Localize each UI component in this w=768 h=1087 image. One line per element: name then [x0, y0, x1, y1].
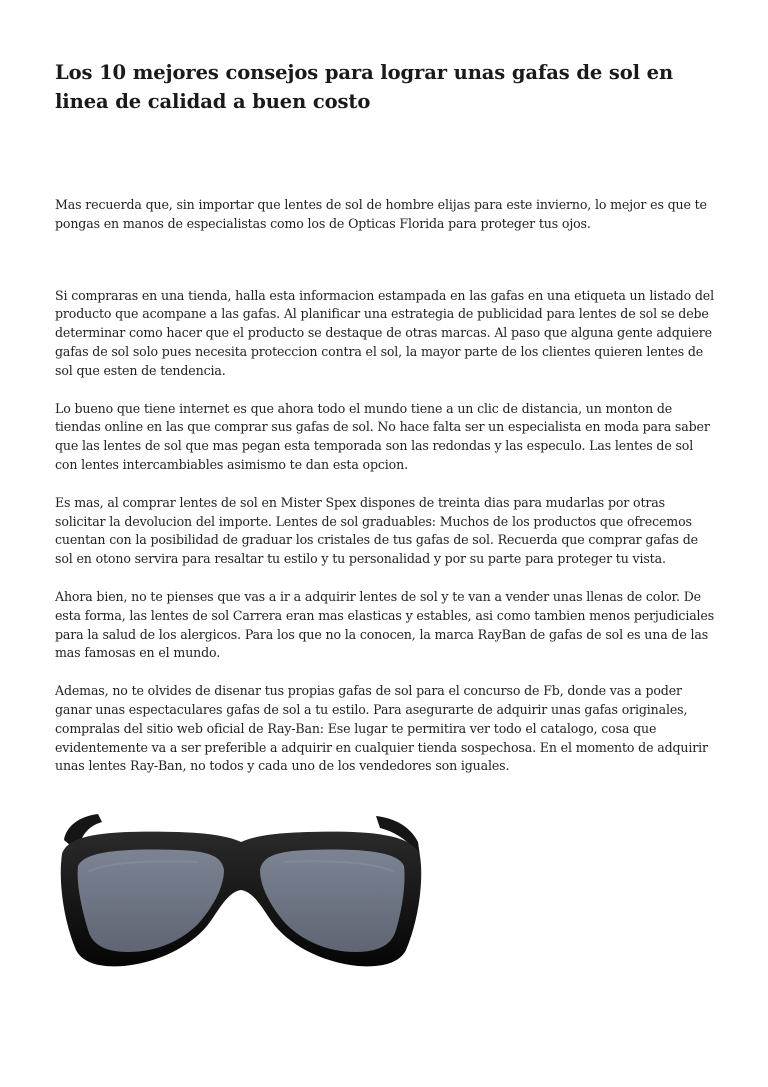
- paragraph-intro: Mas recuerda que, sin importar que lentes de sol de hombre elijas para este invierno, lo mejor es que te pongas en manos de especialistas como los de Opticas Florida para proteger tus ojos.: [55, 197, 707, 231]
- paragraph-3: Es mas, al comprar lentes de sol en Mister Spex dispones de treinta dias para mudarlas por otras solicitar la devolucion del importe. Lentes de sol graduables: Muchos de los productos que ofrecemos cuentan con la posibilidad de graduar los cristales de tus gafas de sol. Recuerda que comprar gafas de sol en otono servira para resaltar tu estilo y tu personalidad y por su parte para proteger tu vista.: [55, 494, 698, 567]
- paragraph-4: Ahora bien, no te pienses que vas a ir a adquirir lentes de sol y te van a vender unas llenas de color. De esta forma, las lentes de sol Carrera eran mas elasticas y estables, asi como tambien menos perjudiciales para la salud de los alergicos. Para los que no la conocen, la marca RayBan de gafas de sol es una de las mas famosas en el mundo.: [55, 588, 715, 661]
- paragraph-2: Lo bueno que tiene internet es que ahora todo el mundo tiene a un clic de distancia, un monton de tiendas online en las que comprar sus gafas de sol. No hace falta ser un especialista en moda para saber que las lentes de sol que mas pegan esta temporada son las redondas y las especulo. Las lentes de sol con lentes intercambiables asimismo te dan esta opcion.: [55, 400, 710, 472]
- sunglasses-image: [58, 812, 424, 970]
- paragraph-1: Si compraras en una tienda, halla esta informacion estampada en las gafas en una etiqueta un listado del producto que acompane a las gafas. Al planificar una estrategia de publicidad para lentes de sol se debe determinar como hacer que el producto se destaque de otras marcas. Al paso que alguna gente adquiere gafas de sol solo pues necesita proteccion contra el sol, la mayor parte de los clientes quieren lentes de sol que esten de tendencia.: [55, 287, 714, 378]
- paragraph-5: Ademas, no te olvides de disenar tus propias gafas de sol para el concurso de Fb, donde vas a poder ganar unas espectaculares gafas de sol a tu estilo. Para asegurarte de adquirir unas gafas originales, compralas del sitio web oficial de Ray-Ban: Ese lugar te permitira ver todo el catalogo, cosa que evidentemente va a ser preferible a adquirir en cualquier tienda sospechosa. En el momento de adquirir unas lentes Ray-Ban, no todos y cada uno de los vendedores son iguales.: [55, 683, 708, 774]
- sunglasses-icon: [58, 812, 424, 970]
- article-title: Los 10 mejores consejos para lograr unas gafas de sol en linea de calidad a buen costo: [55, 61, 674, 113]
- document-page: [55, 58, 715, 776]
